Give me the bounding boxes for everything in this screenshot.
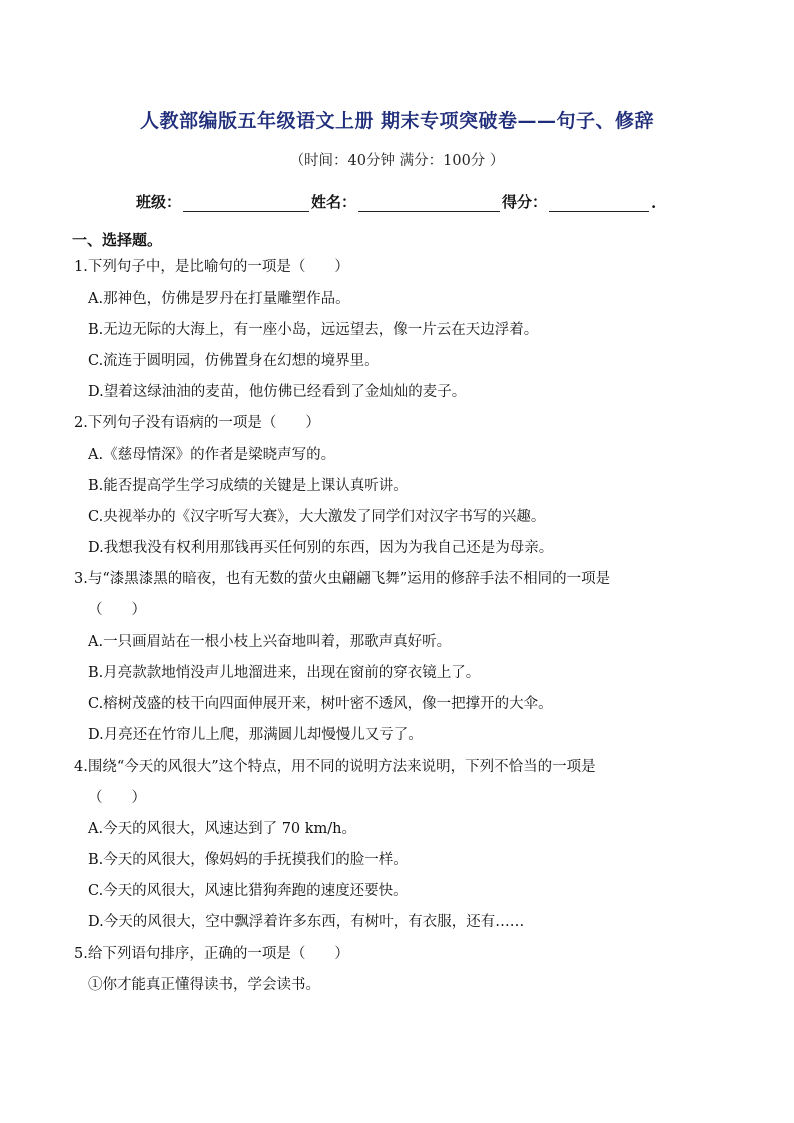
question-option: D.望着这绿油油的麦苗，他仿佛已经看到了金灿灿的麦子。 [88,384,467,400]
question-option: A.《慈母情深》的作者是梁晓声写的。 [88,447,336,463]
question-option: D.月亮还在竹帘儿上爬，那满圆儿却慢慢儿又亏了。 [88,727,423,743]
question-option: B.月亮款款地悄没声儿地溜进来，出现在窗前的穿衣镜上了。 [88,665,481,681]
class-blank[interactable] [183,193,309,212]
question-option: D.我想我没有权利用那钱再买任何别的东西，因为为我自己还是为母亲。 [88,540,554,556]
question-option: A.那神色，仿佛是罗丹在打量雕塑作品。 [88,291,350,307]
name-label: 姓名： [311,193,357,211]
question-option: D.今天的风很大，空中飘浮着许多东西，有树叶，有衣服，还有…… [88,914,525,930]
question-option: C.今天的风很大，风速比猎狗奔跑的速度还要快。 [88,883,408,899]
question-option: B.无边无际的大海上，有一座小岛，远远望去，像一片云在天边浮着。 [88,322,539,338]
question-stem-continuation: （ ） [88,602,146,618]
question-option: C.榕树茂盛的枝干向四面伸展开来，树叶密不透风，像一把撑开的大伞。 [88,696,553,712]
section-heading: 一、选择题。 [72,231,163,249]
question-option: C.央视举办的《汉字听写大赛》，大大激发了同学们对汉字书写的兴趣。 [88,509,546,525]
name-blank[interactable] [358,193,500,212]
question-option: B.今天的风很大，像妈妈的手抚摸我们的脸一样。 [88,852,408,868]
question-option: C.流连于圆明园，仿佛置身在幻想的境界里。 [88,353,379,369]
question-option: B.能否提高学生学习成绩的关键是上课认真听讲。 [88,478,408,494]
question-stem-continuation: （ ） [88,790,146,806]
class-label: 班级： [136,193,182,211]
score-label: 得分： [502,193,548,211]
question-stem: 1.下列句子中，是比喻句的一项是（ ） [74,259,349,275]
question-stem: 5.给下列语句排序，正确的一项是（ ） [74,946,349,962]
question-stem: 4.围绕“今天的风很大”这个特点，用不同的说明方法来说明，下列不恰当的一项是 [74,759,596,775]
info-end-mark: . [651,194,657,212]
question-stem: 3.与“漆黑漆黑的暗夜，也有无数的萤火虫翩翩飞舞”运用的修辞手法不相同的一项是 [74,571,611,587]
question-option: A.今天的风很大，风速达到了 70 km/h。 [88,821,357,837]
score-blank[interactable] [549,193,649,212]
question-option: ①你才能真正懂得读书，学会读书。 [88,977,320,993]
page-title: 人教部编版五年级语文上册 期末专项突破卷——句子、修辞 [139,110,655,132]
question-option: A.一只画眉站在一根小枝上兴奋地叫着，那歌声真好听。 [88,634,452,650]
exam-time-score: （时间：40分钟 满分：100分 ） [289,153,505,169]
question-stem: 2.下列句子没有语病的一项是（ ） [74,415,320,431]
student-info-row [136,191,656,212]
